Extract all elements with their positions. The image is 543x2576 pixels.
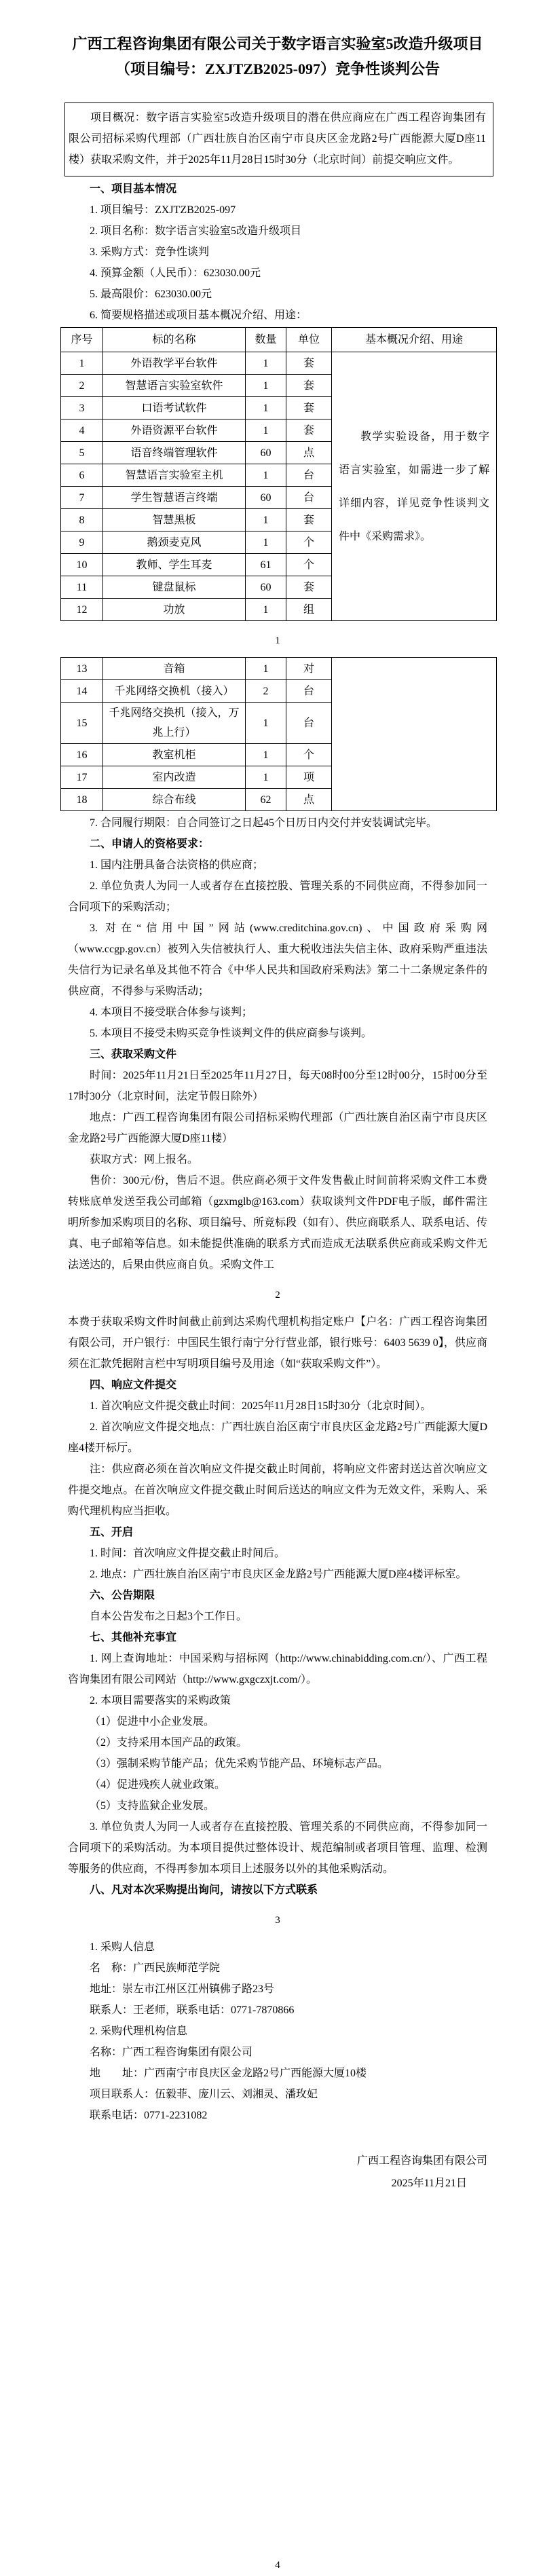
table-cell: 套 [286,576,332,599]
paragraph: 4. 预算金额（人民币）：623030.00元 [90,267,261,279]
paragraph: 自本公告发布之日起3个工作日。 [90,1611,248,1622]
table-cell: 外语教学平台软件 [103,352,246,375]
paragraph-continuation: 本费于获取采购文件时间截止前到达采购代理机构指定账户【户名：广西工程咨询集团有限公司，开户银行：中国民生银行南宁分行营业部，银行账号：6403 5639 0】，供应商须在汇款凭据附言栏中写明项目编号及用途（如“获取采购文件”）。 [68,1316,487,1370]
section-heading: 五、开启 [90,1527,134,1538]
page-number: 4 [275,2560,280,2571]
project-overview: 项目概况：数字语言实验室5改造升级项目的潜在供应商应在广西工程咨询集团有限公司招标采购代理部（广西壮族自治区南宁市良庆区金龙路2号广西能源大厦D座11楼）获取采购文件，并于2025年11月28日15时30分（北京时间）前提交响应文件。 [64,102,493,176]
paragraph: 7. 合同履行期限：自合同签订之日起45个日历日内交付并安装调试完毕。 [90,817,438,829]
table-header-cell: 标的名称 [103,328,246,352]
table-header-cell: 序号 [61,328,103,352]
table-cell: 台 [286,703,332,744]
paragraph: 2. 项目名称：数字语言实验室5改造升级项目 [90,225,302,237]
table-cell: 个 [286,554,332,576]
section-heading: 三、获取采购文件 [90,1049,177,1060]
table-cell: 1 [246,599,286,621]
table-cell: 台 [286,680,332,703]
paragraph: 2. 单位负责人为同一人或者存在直接控股、管理关系的不同供应商，不得参加同一合同项下的采购活动； [68,880,487,913]
table-cell: 2 [246,680,286,703]
items-table-page2 [60,657,497,811]
table-cell: 智慧语言实验室软件 [103,375,246,397]
paragraph: 2. 首次响应文件提交地点：广西壮族自治区南宁市良庆区金龙路2号广西能源大厦D座4楼开标厅。 [68,1421,487,1454]
table-cell: 18 [61,789,103,811]
paragraph: （4）促进残疾人就业政策。 [90,1779,226,1791]
table-cell: 千兆网络交换机（接入） [103,680,246,703]
blank-space [68,2194,487,2545]
section-heading: 六、公告期限 [90,1590,155,1601]
paragraph: 时间：2025年11月21日至2025年11月27日，每天08时00分至12时00分，15时00分至17时30分（北京时间，法定节假日除外） [68,1070,487,1102]
table-cell: 1 [246,375,286,397]
table-cell: 2 [61,375,103,397]
table-cell: 外语资源平台软件 [103,419,246,442]
table-cell: 口语考试软件 [103,397,246,419]
paragraph: 5. 最高限价：623030.00元 [90,288,212,300]
table-cell: 11 [61,576,103,599]
table-cell: 台 [286,487,332,509]
table-cell: 5 [61,442,103,464]
paragraph: （3）强制采购节能产品；优先采购节能产品、环境标志产品。 [90,1758,389,1770]
table-cell: 个 [286,744,332,766]
table-cell: 智慧语言实验室主机 [103,464,246,487]
table-header-row [61,328,497,352]
table-cell: 1 [246,766,286,789]
paragraph: 地 址：广西南宁市良庆区金龙路2号广西能源大厦10楼 [90,2068,367,2079]
table-cell: 4 [61,419,103,442]
page-number: 2 [275,1290,280,1301]
paragraph: 2. 地点：广西壮族自治区南宁市良庆区金龙路2号广西能源大厦D座4楼评标室。 [90,1569,467,1580]
section-heading: 八、凡对本次采购提出询问，请按以下方式联系 [90,1884,318,1896]
table-cell: 点 [286,789,332,811]
table-row [61,352,497,375]
table-cell: 学生智慧语言终端 [103,487,246,509]
paragraph: 项目联系人：伍毅菲、庞川云、刘湘灵、潘玫妃 [90,2089,318,2100]
table-cell: 1 [246,703,286,744]
table-cell: 1 [246,397,286,419]
table-header-cell: 数量 [246,328,286,352]
section-heading: 四、响应文件提交 [90,1379,177,1391]
table-cell: 8 [61,509,103,531]
paragraph: 地点：广西工程咨询集团有限公司招标采购代理部（广西壮族自治区南宁市良庆区金龙路2号广西能源大厦D座11楼） [68,1112,487,1144]
table-row [61,658,497,680]
paragraph: 1. 采购人信息 [90,1941,155,1953]
table-cell: 15 [61,703,103,744]
table-cell: 音箱 [103,658,246,680]
paragraph: 名 称：广西民族师范学院 [90,1962,221,1974]
table-cell: 1 [246,744,286,766]
paragraph: 1. 首次响应文件提交截止时间：2025年11月28日15时30分（北京时间）。 [90,1400,432,1412]
table-header-cell: 基本概况介绍、用途 [332,328,497,352]
table-cell: 13 [61,658,103,680]
table-cell: 教室机柜 [103,744,246,766]
table-cell: 61 [246,554,286,576]
table-cell: 14 [61,680,103,703]
paragraph: 联系人：王老师，联系电话：0771-7870866 [90,2004,295,2016]
table-cell: 套 [286,352,332,375]
paragraph: 注：供应商必须在首次响应文件提交截止时间前，将响应文件密封送达首次响应文件提交地点。在首次响应文件提交截止时间后送达的响应文件为无效文件，采购人、采购代理机构应当拒收。 [68,1463,487,1517]
table-cell: 6 [61,464,103,487]
table-note-cell: 教学实验设备，用于数字语言实验室，如需进一步了解详细内容，详见竞争性谈判文件中《采购需求》。 [332,352,497,621]
table-cell: 综合布线 [103,789,246,811]
paragraph: 6. 简要规格描述或项目基本概况介绍、用途： [90,310,307,321]
table-cell: 鹅颈麦克风 [103,531,246,554]
signature-date: 2025年11月21日 [391,2178,467,2189]
paragraph: 地址：崇左市江州区江州镇佛子路23号 [90,1983,275,1995]
table-cell: 1 [246,531,286,554]
paragraph: （2）支持采用本国产品的政策。 [90,1737,248,1749]
table-cell: 60 [246,487,286,509]
table-header-cell: 单位 [286,328,332,352]
table-cell: 1 [246,509,286,531]
table-cell: 套 [286,397,332,419]
paragraph: 1. 国内注册具备合法资格的供应商； [90,859,264,871]
paragraph: 1. 时间：首次响应文件提交截止时间后。 [90,1548,286,1559]
table-cell: 17 [61,766,103,789]
paragraph: 1. 项目编号：ZXJTZB2025-097 [90,204,236,216]
paragraph: 4. 本项目不接受联合体参与谈判； [90,1007,253,1018]
table-cell: 对 [286,658,332,680]
table-cell: 教师、学生耳麦 [103,554,246,576]
doc-title-line2: （项目编号：ZXJTZB2025-097）竞争性谈判公告 [115,60,440,77]
table-cell: 台 [286,464,332,487]
table-cell: 60 [246,442,286,464]
paragraph: 2. 本项目需要落实的采购政策 [90,1695,231,1706]
paragraph: 售价：300元/份，售后不退。供应商必须于文件发售截止时间前将采购文件工本费转账底单发送至我公司邮箱（gzxmglb@163.com）获取谈判文件PDF电子版，邮件需注明所参加采购项目的名称、项目编号、所竞标段（如有）、供应商联系人、联系电话、传真、电子邮箱等信息。如未能提供准确的联系方式而造成无法联系供应商或采购文件无法送达的，后果由供应商自负。采购文件工 [68,1175,487,1271]
table-empty-note-cell [332,658,497,811]
table-cell: 个 [286,531,332,554]
paragraph: 联系电话：0771-2231082 [90,2110,208,2121]
paragraph: 3. 单位负责人为同一人或者存在直接控股、管理关系的不同供应商，不得参加同一合同项下的采购活动。为本项目提供过整体设计、规范编制或者项目管理、监理、检测等服务的供应商，不得再参加本项目上述服务以外的其他采购活动。 [68,1821,487,1875]
table-cell: 1 [246,464,286,487]
table-cell: 套 [286,419,332,442]
page-number: 3 [275,1915,280,1926]
paragraph: （1）促进中小企业发展。 [90,1716,215,1728]
section-heading: 一、项目基本情况 [90,183,177,195]
table-cell: 语音终端管理软件 [103,442,246,464]
section-heading: 二、申请人的资格要求： [90,838,210,850]
items-table-page1 [60,327,497,621]
paragraph: 3. 对在“信用中国”网站(www.creditchina.gov.cn)、中国政府采购网（www.ccgp.gov.cn）被列入失信被执行人、重大税收违法失信主体、政府采购严重违法失信行为记录名单及其他不符合《中华人民共和国政府采购法》第二十二条规定条件的供应商，不得参与采购活动； [68,922,487,997]
table-cell: 12 [61,599,103,621]
paragraph: 获取方式：网上报名。 [90,1154,199,1165]
table-cell: 62 [246,789,286,811]
table-cell: 9 [61,531,103,554]
paragraph: （5）支持监狱企业发展。 [90,1800,215,1812]
table-cell: 1 [246,658,286,680]
table-cell: 功放 [103,599,246,621]
page-number: 1 [275,635,280,646]
table-cell: 项 [286,766,332,789]
table-cell: 7 [61,487,103,509]
table-cell: 智慧黑板 [103,509,246,531]
table-cell: 3 [61,397,103,419]
table-cell: 10 [61,554,103,576]
table-cell: 套 [286,375,332,397]
paragraph: 1. 网上查询地址：中国采购与招标网（http://www.chinabidding.com.cn/）、广西工程咨询集团有限公司网站（http://www.gxgczxjt.com/）。 [68,1653,487,1685]
table-cell: 16 [61,744,103,766]
paragraph: 名称：广西工程咨询集团有限公司 [90,2047,253,2058]
table-cell: 组 [286,599,332,621]
paragraph: 5. 本项目不接受未购买竞争性谈判文件的供应商参与谈判。 [90,1028,373,1039]
section-heading: 七、其他补充事宜 [90,1632,177,1643]
signature-company: 广西工程咨询集团有限公司 [356,2155,487,2167]
table-cell: 1 [246,419,286,442]
table-cell: 60 [246,576,286,599]
table-cell: 室内改造 [103,766,246,789]
doc-title-line1: 广西工程咨询集团有限公司关于数字语言实验室5改造升级项目 [72,35,483,52]
table-cell: 点 [286,442,332,464]
table-cell: 套 [286,509,332,531]
table-cell: 1 [61,352,103,375]
table-cell: 千兆网络交换机（接入，万兆上行） [103,703,246,744]
paragraph: 3. 采购方式：竞争性谈判 [90,246,210,258]
table-cell: 键盘鼠标 [103,576,246,599]
paragraph: 2. 采购代理机构信息 [90,2026,188,2037]
table-cell: 1 [246,352,286,375]
